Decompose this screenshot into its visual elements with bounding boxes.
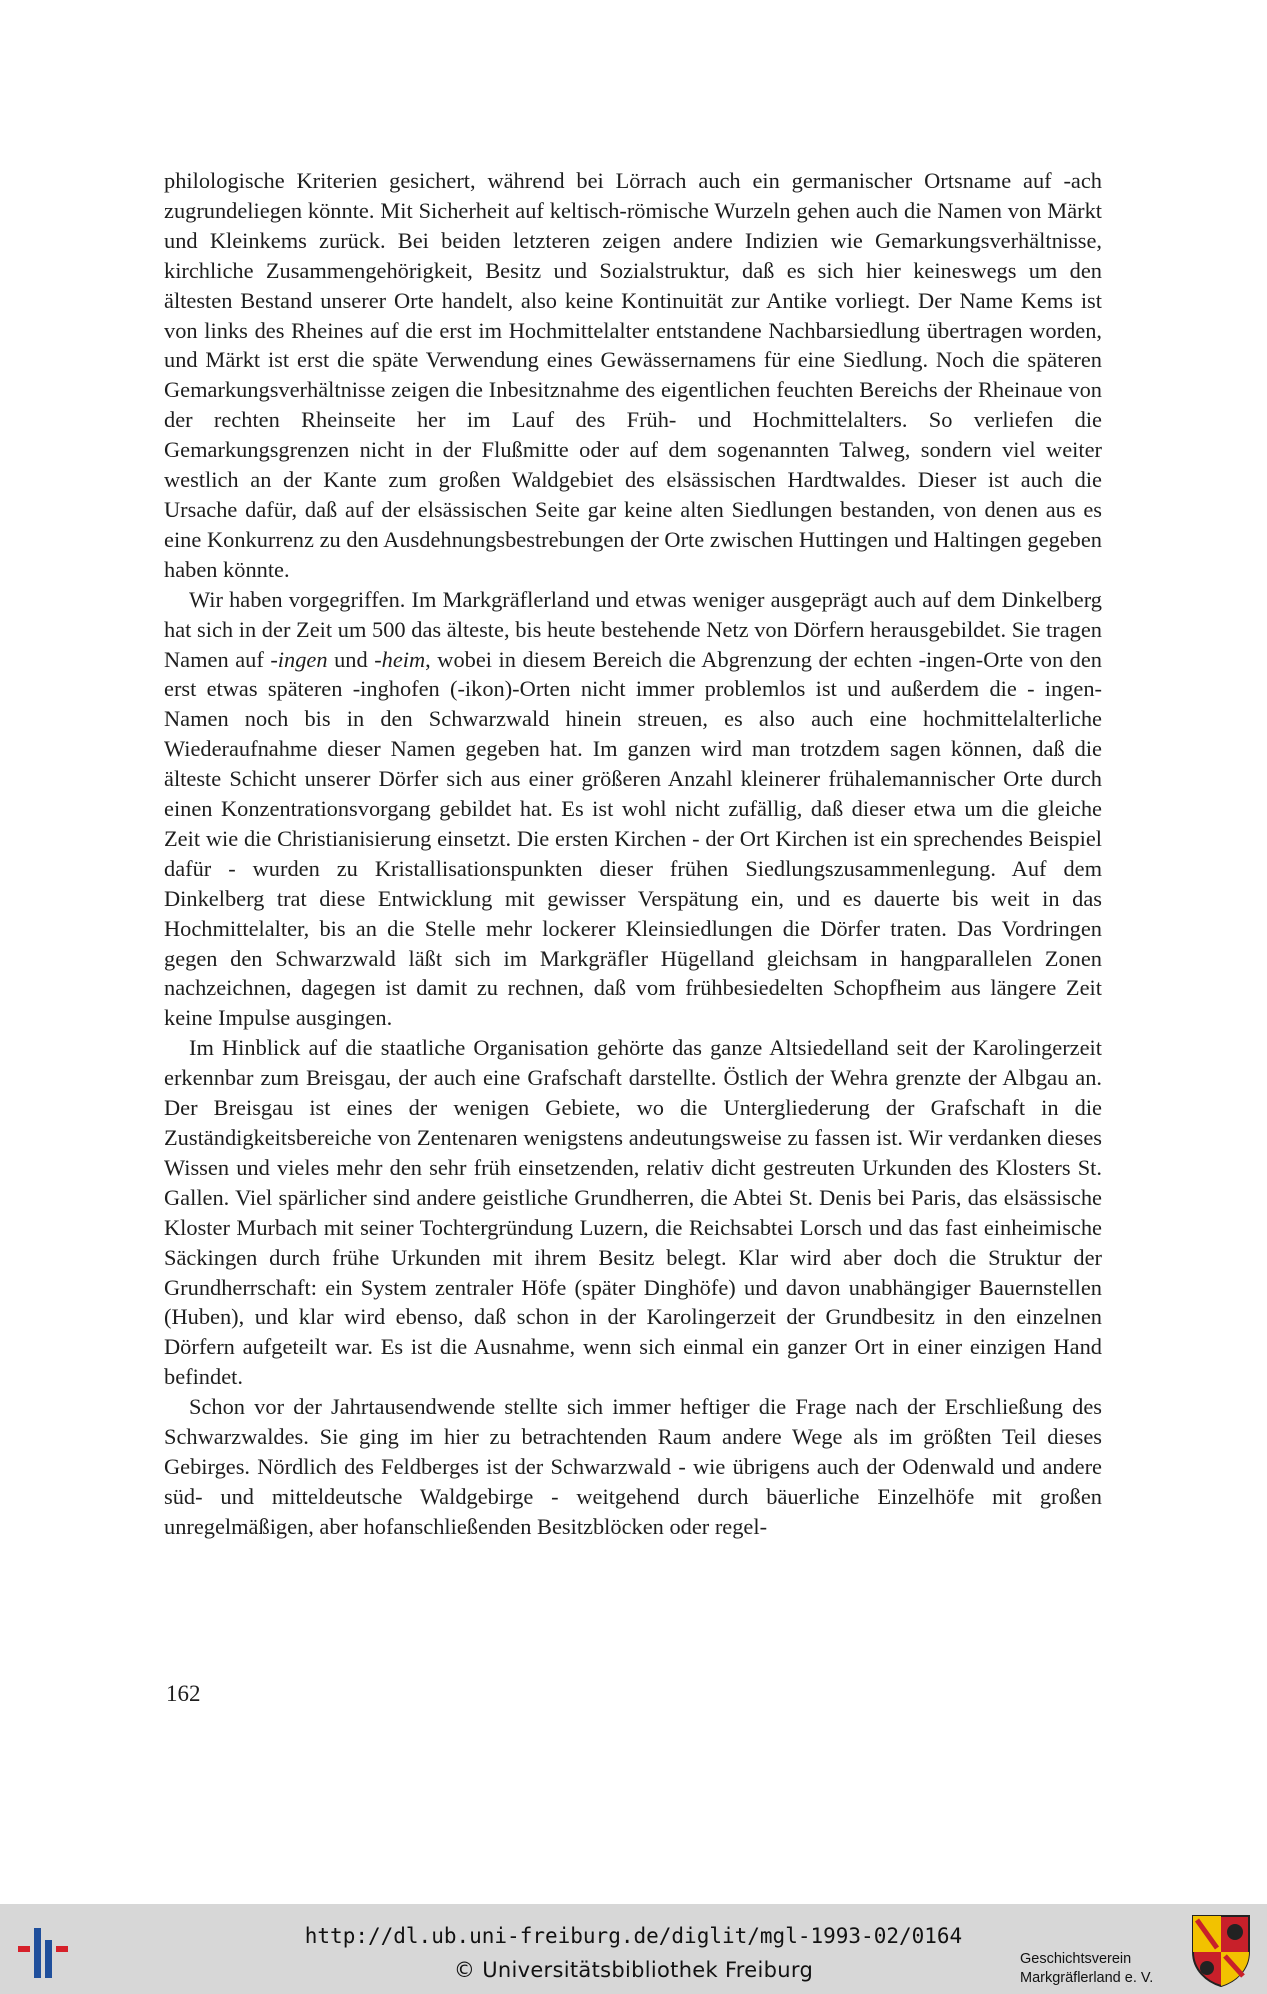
text-segment: Wir haben vorgegriffen. Im Markgräflerland und etwas weniger ausgeprägt auch auf dem Dinkelberg hat sich in der Zeit um 500 das älteste, bis heute bestehende Netz von Dörfern herausgebildet. Sie tragen Namen auf (164, 586, 1102, 672)
paragraph (164, 166, 1102, 585)
coat-of-arms-icon[interactable] (1189, 1912, 1253, 1988)
footer-url-link[interactable]: http://dl.ub.uni-freiburg.de/diglit/mgl-1993-02/0164 (304, 1924, 963, 1948)
text-segment: Im Hinblick auf die staatliche Organisation gehörte das ganze Altsiedelland seit der Karolingerzeit erkennbar zum Breisgau, der auch eine Grafschaft darstellte. Östlich der Wehra grenzte der Albgau an. Der Breisgau ist eines der wenigen Gebiete, wo die Untergliederung der Grafschaft in die Zuständigkeitsbereiche von Zentenaren wenigstens andeutungsweise zu fassen ist. Wir verdanken dieses Wissen und vieles mehr den sehr früh einsetzenden, relativ dicht gestreuten Urkunden des Klosters St. Gallen. Viel spärlicher sind andere geistliche Grundherren, die Abtei St. Denis bei Paris, das elsässische Kloster Murbach mit seiner Tochtergründung Luzern, die Reichsabtei Lorsch und das fast einheimische Säckingen durch frühe Urkunden mit ihrem Besitz belegt. Klar wird aber doch die Struktur der Grundherrschaft: ein System zentraler Höfe (später Dinghöfe) und davon unabhängiger Bauernstellen (Huben), und klar wird ebenso, daß schon in der Karolingerzeit der Grundbesitz in den einzelnen Dörfern aufgeteilt war. Es ist die Ausnahme, wenn sich einmal ein ganzer Ort in einer einzigen Hand befindet. (164, 1035, 1102, 1390)
footer-org-line-1: Geschichtsverein (1020, 1951, 1132, 1967)
paragraph (164, 1033, 1102, 1392)
italic-term: -ingen (270, 646, 328, 672)
text-segment: philologische Kriterien gesichert, während bei Lörrach auch ein germanischer Ortsname auf -ach zugrundeliegen könnte. Mit Sicherheit auf keltisch-römische Wurzeln gehen auch die Namen von Märkt und Kleinkems zurück. Bei beiden letzteren zeigen andere Indizien wie Gemarkungsverhältnisse, kirchliche Zusammengehörigkeit, Besitz und Sozialstruktur, daß es sich hier keineswegs um den ältesten Bestand unserer Orte handelt, also keine Kontinuität zur Antike vorliegt. Der Name Kems ist von links des Rheines auf die erst im Hochmittelalter entstandene Nachbarsiedlung übertragen worden, und Märkt ist erst die späte Verwendung eines Gewässernamens für eine Siedlung. Noch die späteren Gemarkungsverhältnisse zeigen die Inbesitznahme des eigentlichen feuchten Bereichs der Rheinaue von der rechten Rheinseite her im Lauf des Früh- und Hochmittelalters. So verliefen die Gemarkungsgrenzen nicht in der Flußmitte oder auf dem sogenannten Talweg, sondern viel weiter westlich an der Kante zum großen Waldgebiet des elsässischen Hardtwaldes. Dieser ist auch die Ursache dafür, daß auf der elsässischen Seite gar keine alten Siedlungen bestanden, von denen aus es eine Konkurrenz zu den Ausdehnungsbestrebungen der Orte zwischen Huttingen und Haltingen gegeben haben könnte. (164, 168, 1102, 582)
paragraph (164, 585, 1102, 1034)
paragraph (164, 1392, 1102, 1542)
footer-org-name[interactable] (1020, 1950, 1190, 1988)
text-segment: Schon vor der Jahrtausendwende stellte sich immer heftiger die Frage nach der Erschließung des Schwarzwaldes. Sie ging im hier zu betrachtenden Raum andere Wege als im größten Teil dieses Gebirges. Nördlich des Feldberges ist der Schwarzwald - wie übrigens auch der Odenwald und andere süd- und mitteldeutsche Waldgebirge - weitgehend durch bäuerliche Einzelhöfe mit großen unregelmäßigen, aber hofanschließenden Besitzblöcken oder regel- (164, 1394, 1102, 1539)
text-segment: und (327, 646, 375, 672)
text-segment: , wobei in diesem Bereich die Abgrenzung der echten -ingen-Orte von den erst etwas späteren -inghofen (-ikon)-Orten nicht immer problemlos ist und außerdem die - ingen-Namen noch bis in den Schwarzwald hinein streuen, es also auch eine hochmittelalterliche Wiederaufnahme dieser Namen gegeben hat. Im ganzen wird man trotzdem sagen können, daß die älteste Schicht unserer Dörfer sich aus einer größeren Anzahl kleinerer frühalemannischer Orte durch einen Konzentrationsvorgang gebildet hat. Es ist wohl nicht zufällig, daß dieser etwa um die gleiche Zeit wie die Christianisierung einsetzt. Die ersten Kirchen - der Ort Kirchen ist ein sprechendes Beispiel dafür - wurden zu Kristallisationspunkten dieser frühen Siedlungszusammenlegung. Auf dem Dinkelberg trat diese Entwicklung mit gewisser Verspätung ein, und es dauerte bis weit in das Hochmittelalter, bis an die Stelle mehr lockerer Kleinsiedlungen die Dörfer traten. Das Vordringen gegen den Schwarzwald läßt sich im Markgräfler Hügelland gleichsam in hangparallelen Zonen nachzeichnen, dagegen ist damit zu rechnen, daß vom frühbesiedelten Schopfheim aus längere Zeit keine Impulse ausgingen. (164, 646, 1102, 1031)
italic-term: -heim (374, 646, 426, 672)
footer-bar (0, 1904, 1267, 1994)
footer-org-line-2: Markgräflerland e. V. (1020, 1970, 1154, 1986)
footer-copyright: © Universitätsbibliothek Freiburg (453, 1958, 814, 1982)
page-number: 162 (166, 1681, 201, 1706)
body-text (164, 166, 1102, 1542)
